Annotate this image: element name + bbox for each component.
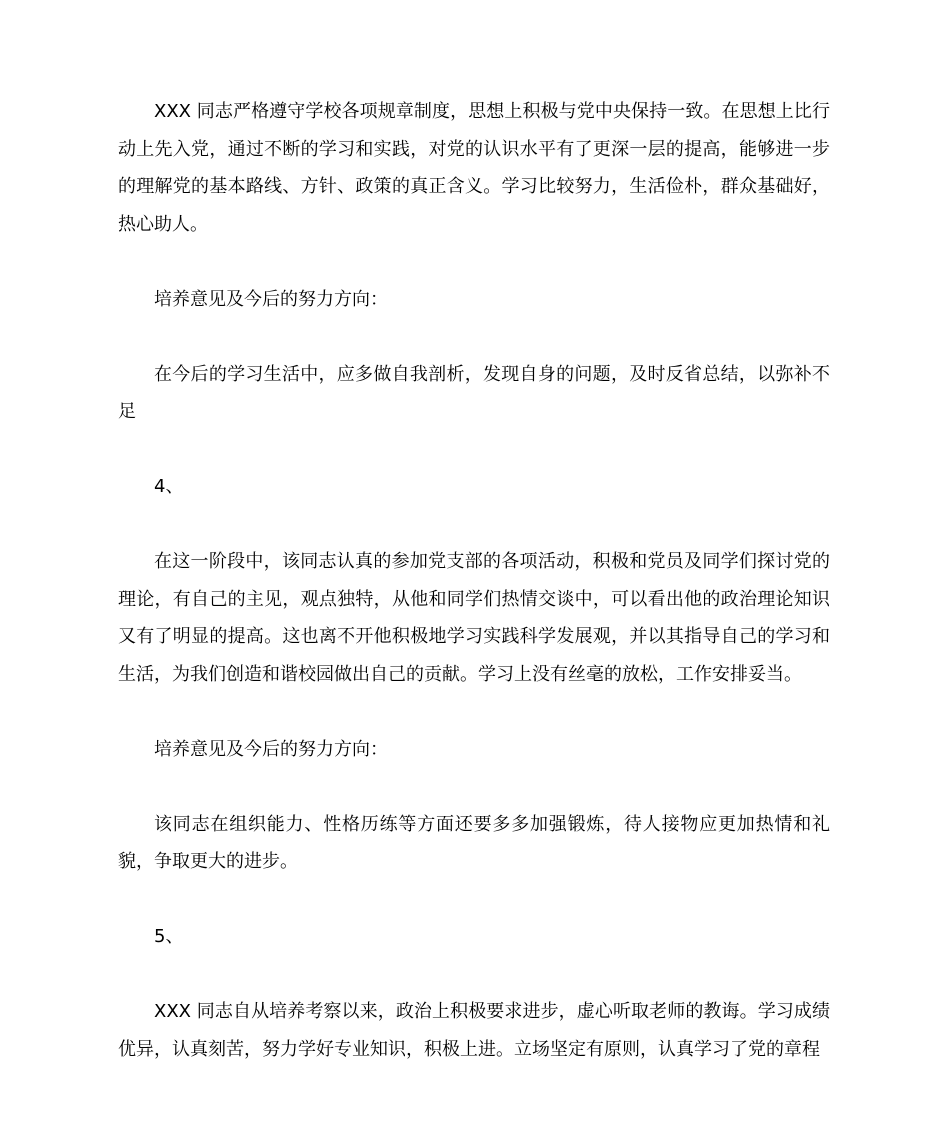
paragraph-evaluation-4: 在这一阶段中，该同志认真的参加党支部的各项活动，积极和党员及同学们探讨党的理论，有自己的主见，观点独特，从他和同学们热情交谈中，可以看出他的政治理论知识又有了明显的提高。这也离不开他积极地学习实践科学发展观，并以其指导自己的学习和生活，为我们创造和谐校园做出自己的贡献。学习上没有丝毫的放松，工作安排妥当。	[118, 551, 830, 685]
heading-training-opinion-2: 培养意见及今后的努力方向：	[154, 738, 388, 760]
section-number-5: 5、	[154, 926, 184, 947]
document-body	[118, 93, 830, 1068]
paragraph-improvement-1: 在今后的学习生活中，应多做自我剖析，发现自身的问题，及时反省总结，以弥补不足	[118, 363, 830, 422]
paragraph-evaluation-5: XXX 同志自从培养考察以来，政治上积极要求进步，虚心听取老师的教诲。学习成绩优异，认真刻苦，努力学好专业知识，积极上进。立场坚定有原则，认真学习了党的章程	[118, 1001, 830, 1060]
heading-training-opinion-1: 培养意见及今后的努力方向：	[154, 288, 388, 310]
paragraph-evaluation-xxx-1: XXX 同志严格遵守学校各项规章制度，思想上积极与党中央保持一致。在思想上比行动上先入党，通过不断的学习和实践，对党的认识水平有了更深一层的提高，能够进一步的理解党的基本路线、方针、政策的真正含义。学习比较努力，生活俭朴，群众基础好，热心助人。	[118, 101, 830, 235]
section-number-4: 4、	[154, 476, 184, 497]
paragraph-improvement-2: 该同志在组织能力、性格历练等方面还要多多加强锻炼，待人接物应更加热情和礼貌，争取更大的进步。	[118, 813, 830, 872]
